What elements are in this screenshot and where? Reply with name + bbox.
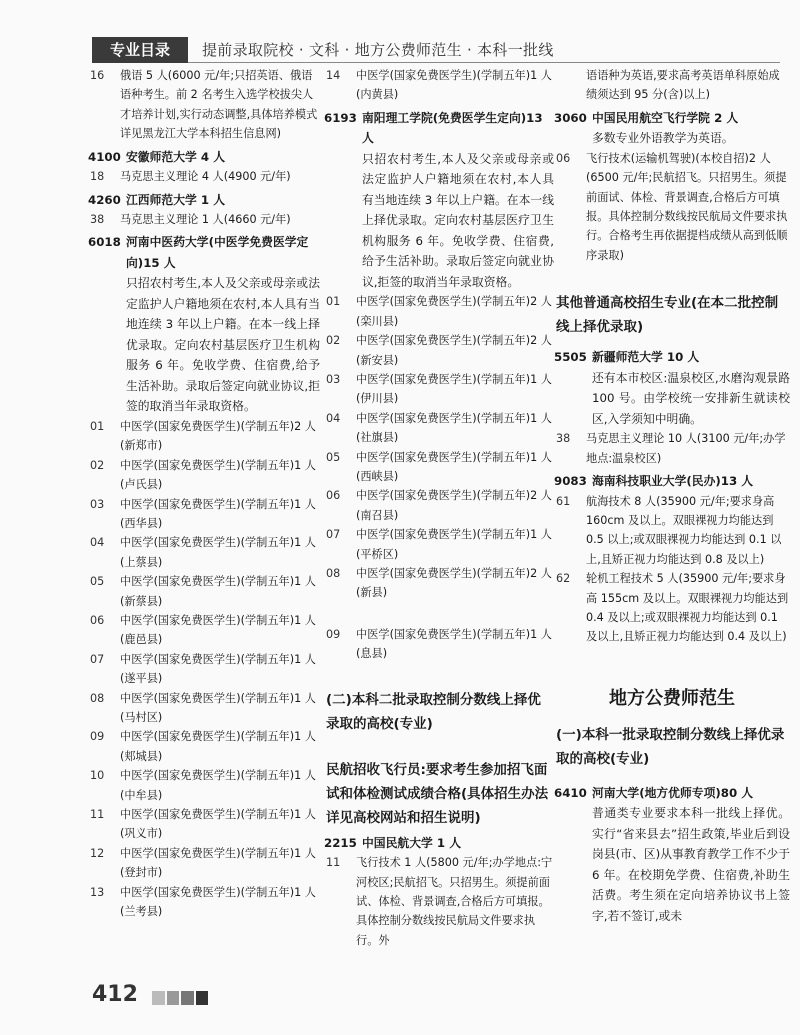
school-heading [554,108,790,129]
program-text: 航海技术 8 人(35900 元/年;要求身高 160cm 及以上。双眼裸视力均能达到 0.5 以上;或双眼裸视力均能达到 0.1 以上,且矫正视力均能达到 0.8 及以上) [586,494,782,566]
program-code: 13 [90,885,105,899]
program-code: 07 [326,528,341,542]
section-title: 其他普通高校招生专业(在本二批控制线上择优录取) [556,295,779,336]
school-name: 河南大学(地方优师专项)80 人 [592,785,754,800]
program-entry [88,572,320,611]
program-code: 12 [90,846,105,860]
program-code: 04 [90,536,105,550]
program-text: 中医学(国家免费医学生)(学制五年)1 人(伊川县) [356,372,552,406]
program-entry [88,495,320,534]
program-entry [324,331,554,370]
program-text: 中医学(国家免费医学生)(学制五年)1 人(卢氏县) [120,458,316,492]
program-text: 中医学(国家免费医学生)(学制五年)1 人(西华县) [120,497,316,530]
page-header [92,37,792,63]
school-name: 海南科技职业大学(民办)13 人 [592,474,754,489]
program-text: 中医学(国家免费医学生)(学制五年)1 人(马村区) [120,691,316,725]
program-entry [88,689,320,728]
program-text: 中医学(国家免费医学生)(学制五年)1 人(中牟县) [120,769,316,802]
program-text: 中医学(国家免费医学生)(学制五年)1 人(鹿邑县) [120,614,316,647]
program-code: 09 [326,627,341,641]
school-code: 3060 [554,110,587,125]
program-code: 02 [326,334,341,348]
school-code: 9083 [554,474,587,489]
school-note: 只招农村考生,本人及父亲或母亲或法定监护人户籍地须在农村,本人具有当地连续 3 年以上户籍。在本一线上择优录取。定向农村基层医疗卫生机构服务 6 年。免收学费、住宿费,给予生活补助。录取后签定向就业协议,拒签的取消当年录取资格。 [362,151,554,289]
program-text: 中医学(国家免费医学生)(学制五年)1 人(内黄县) [356,69,552,102]
school-heading [554,347,790,368]
program-code: 38 [556,432,571,446]
program-text: 中医学(国家免费医学生)(学制五年)1 人(社旗县) [356,411,552,445]
program-code: 01 [326,295,341,309]
school-note: 普通类专业要求本科一批线上择优。实行“省来县去”招生政策,毕业后到设岗县(市、区)从事教育教学工作不少于 6 年。在校期免学费、住宿费,补助生活费。考生须在定向培养协议书上签字,若不签订,或未 [592,806,790,923]
program-entry [88,805,320,844]
program-code: 62 [556,572,571,586]
program-text: 中医学(国家免费医学生)(学制五年)1 人(息县) [356,627,552,661]
program-entry [88,766,320,805]
program-code: 05 [326,450,341,464]
program-text: 俄语 5 人(6000 元/年;只招英语、俄语语种考生。前 2 名考生入选学校拔尖人才培养计划,实行动态调整,具体培养模式详见黑龙江大学本科招生信息网) [120,69,318,141]
program-code: 38 [90,213,105,227]
program-entry [324,625,554,664]
program-entry [324,525,554,564]
program-entry [88,533,320,572]
program-entry [324,66,554,105]
program-code: 02 [90,458,105,472]
school-note: 还有本市校区:温泉校区,水磨沟观景路 100 号。由学校统一安排新生就读校区,入学须知中明确。 [592,370,790,426]
program-text: 中医学(国家免费医学生)(学制五年)2 人(栾川县) [356,295,552,328]
program-entry [88,883,320,922]
category-title: 地方公费师范生 [609,687,735,709]
school-code: 6193 [324,110,357,125]
program-code: 16 [90,69,105,82]
school-code: 5505 [554,350,587,365]
program-entry [324,448,554,487]
header-title: 提前录取院校 · 文科 · 地方公费师范生 · 本科一批线 [202,41,554,59]
program-code: 03 [326,372,341,386]
program-entry [88,417,320,456]
school-heading [88,147,320,168]
program-code: 07 [90,652,105,666]
program-entry [554,492,790,570]
program-code: 10 [90,769,105,783]
program-entry [554,429,790,468]
school-name: 中国民航大学 1 人 [362,835,462,850]
program-entry [324,853,554,950]
program-code: 11 [90,808,105,822]
section-title: (一)本科一批录取控制分数线上择优录取的高校(专业) [556,726,785,767]
school-name: 江西师范大学 1 人 [126,192,226,207]
program-text: 中医学(国家免费医学生)(学制五年)2 人(新郑市) [120,419,316,453]
school-code: 2215 [324,835,357,850]
school-name: 新疆师范大学 10 人 [592,350,700,365]
program-entry [88,650,320,689]
program-text: 飞行技术(运输机驾驶)(本校自招)2 人(6500 元/年;民航招飞。只招男生。须提前面试、体检、背景调查,合格后方可填报。具体控制分数线按民航局文件要求执行。合格考生再依据提档成绩从高到低顺序录取) [586,151,788,262]
program-code: 08 [90,691,105,705]
program-code: 61 [556,494,571,508]
school-name: 安徽师范大学 4 人 [126,149,226,164]
program-text: 飞行技术 1 人(5800 元/年;办学地点:宁河校区;民航招飞。只招男生。须提前面试、体检、背景调查,合格后方可填报。具体控制分数线按民航局文件要求执行。外 [356,856,553,947]
program-text: 中医学(国家免费医学生)(学制五年)1 人(平桥区) [356,528,552,561]
program-code: 18 [90,170,105,184]
program-entry [324,409,554,448]
program-code: 06 [326,489,341,503]
program-text: 语语种为英语,要求高考英语单科原始成绩须达到 95 分(含)以上) [586,69,780,102]
program-entry [88,66,320,144]
program-text: 中医学(国家免费医学生)(学制五年)1 人(兰考县) [120,885,316,919]
decorative-bars [152,991,208,1005]
program-code: 04 [326,411,341,425]
school-heading [554,471,790,492]
header-rule [188,62,780,63]
school-heading [88,232,320,273]
school-name: 河南中医药大学(中医学免费医学定向)15 人 [126,235,309,270]
program-entry [88,727,320,766]
program-entry [88,456,320,495]
program-continuation [554,66,790,105]
school-code: 6410 [554,785,587,800]
program-code: 11 [326,856,341,870]
program-code: 06 [90,614,105,627]
program-entry [324,370,554,409]
school-heading [324,833,554,854]
program-text: 马克思主义理论 10 人(3100 元/年;办学地点:温泉校区) [586,432,786,465]
program-entry [324,292,554,331]
program-text: 中医学(国家免费医学生)(学制五年)2 人(新安县) [356,334,552,367]
program-text: 中医学(国家免费医学生)(学制五年)1 人(郏城县) [120,730,316,763]
section-tag: 专业目录 [92,37,188,63]
program-entry [88,167,320,186]
program-text: 中医学(国家免费医学生)(学制五年)1 人(巩义市) [120,808,316,841]
program-entry [88,844,320,883]
school-name: 南阳理工学院(免费医学生定向)13 人 [362,110,543,146]
section-title: (二)本科二批录取控制分数线上择优录取的高校(专业) [326,691,541,732]
program-code: 06 [556,151,571,165]
school-note: 多数专业外语教学为英语。 [592,131,734,146]
school-heading [324,108,554,149]
program-text: 中医学(国家免费医学生)(学制五年)2 人(新县) [356,567,552,600]
program-text: 中医学(国家免费医学生)(学制五年)1 人(新蔡县) [120,575,316,608]
program-code [554,66,586,105]
program-code: 09 [90,730,105,744]
program-code: 01 [90,419,105,433]
program-text: 中医学(国家免费医学生)(学制五年)2 人(南召县) [356,489,552,522]
section-title: 民航招收飞行员:要求考生参加招飞面试和体检测试成绩合格(具体招生办法详见高校网站和招生说明) [326,761,549,826]
school-heading [88,190,320,211]
program-code: 05 [90,575,105,589]
program-code: 14 [326,69,341,82]
program-entry [324,486,554,525]
program-text: 中医学(国家免费医学生)(学制五年)1 人(上蔡县) [120,536,316,569]
program-text: 马克思主义理论 1 人(4660 元/年) [120,213,291,227]
program-text: 中医学(国家免费医学生)(学制五年)1 人(遂平县) [120,652,316,686]
program-entry [324,564,554,603]
page-number: 412 [92,982,138,1007]
program-text: 轮机工程技术 5 人(35900 元/年;要求身高 155cm 及以上。双眼裸视力均能达到 0.4 及以上;或双眼裸视力均能达到 0.1 及以上,且矫正视力均能达到 0.4 及以上) [586,572,789,644]
program-code: 08 [326,567,341,580]
program-text: 马克思主义理论 4 人(4900 元/年) [120,170,291,184]
program-text: 中医学(国家免费医学生)(学制五年)1 人(西峡县) [356,450,552,483]
column-right [554,66,790,926]
program-entry [554,569,790,647]
school-note: 只招农村考生,本人及父亲或母亲或法定监护人户籍地须在农村,本人具有当地连续 3 年以上户籍。在本一线上择优录取。定向农村基层医疗卫生机构服务 6 年。免收学费、住宿费,给予生活补助。录取后签定向就业协议,拒签的取消当年录取资格。 [126,276,320,414]
school-code: 6018 [88,235,121,250]
school-code: 4100 [88,149,121,164]
school-name: 中国民用航空飞行学院 2 人 [592,110,739,125]
school-heading [554,783,790,804]
school-code: 4260 [88,192,121,207]
column-left [88,66,320,922]
program-entry [88,210,320,229]
program-code: 03 [90,497,105,511]
program-entry [554,149,790,265]
program-entry [88,611,320,650]
column-middle [324,66,554,950]
program-text: 中医学(国家免费医学生)(学制五年)1 人(登封市) [120,846,316,880]
